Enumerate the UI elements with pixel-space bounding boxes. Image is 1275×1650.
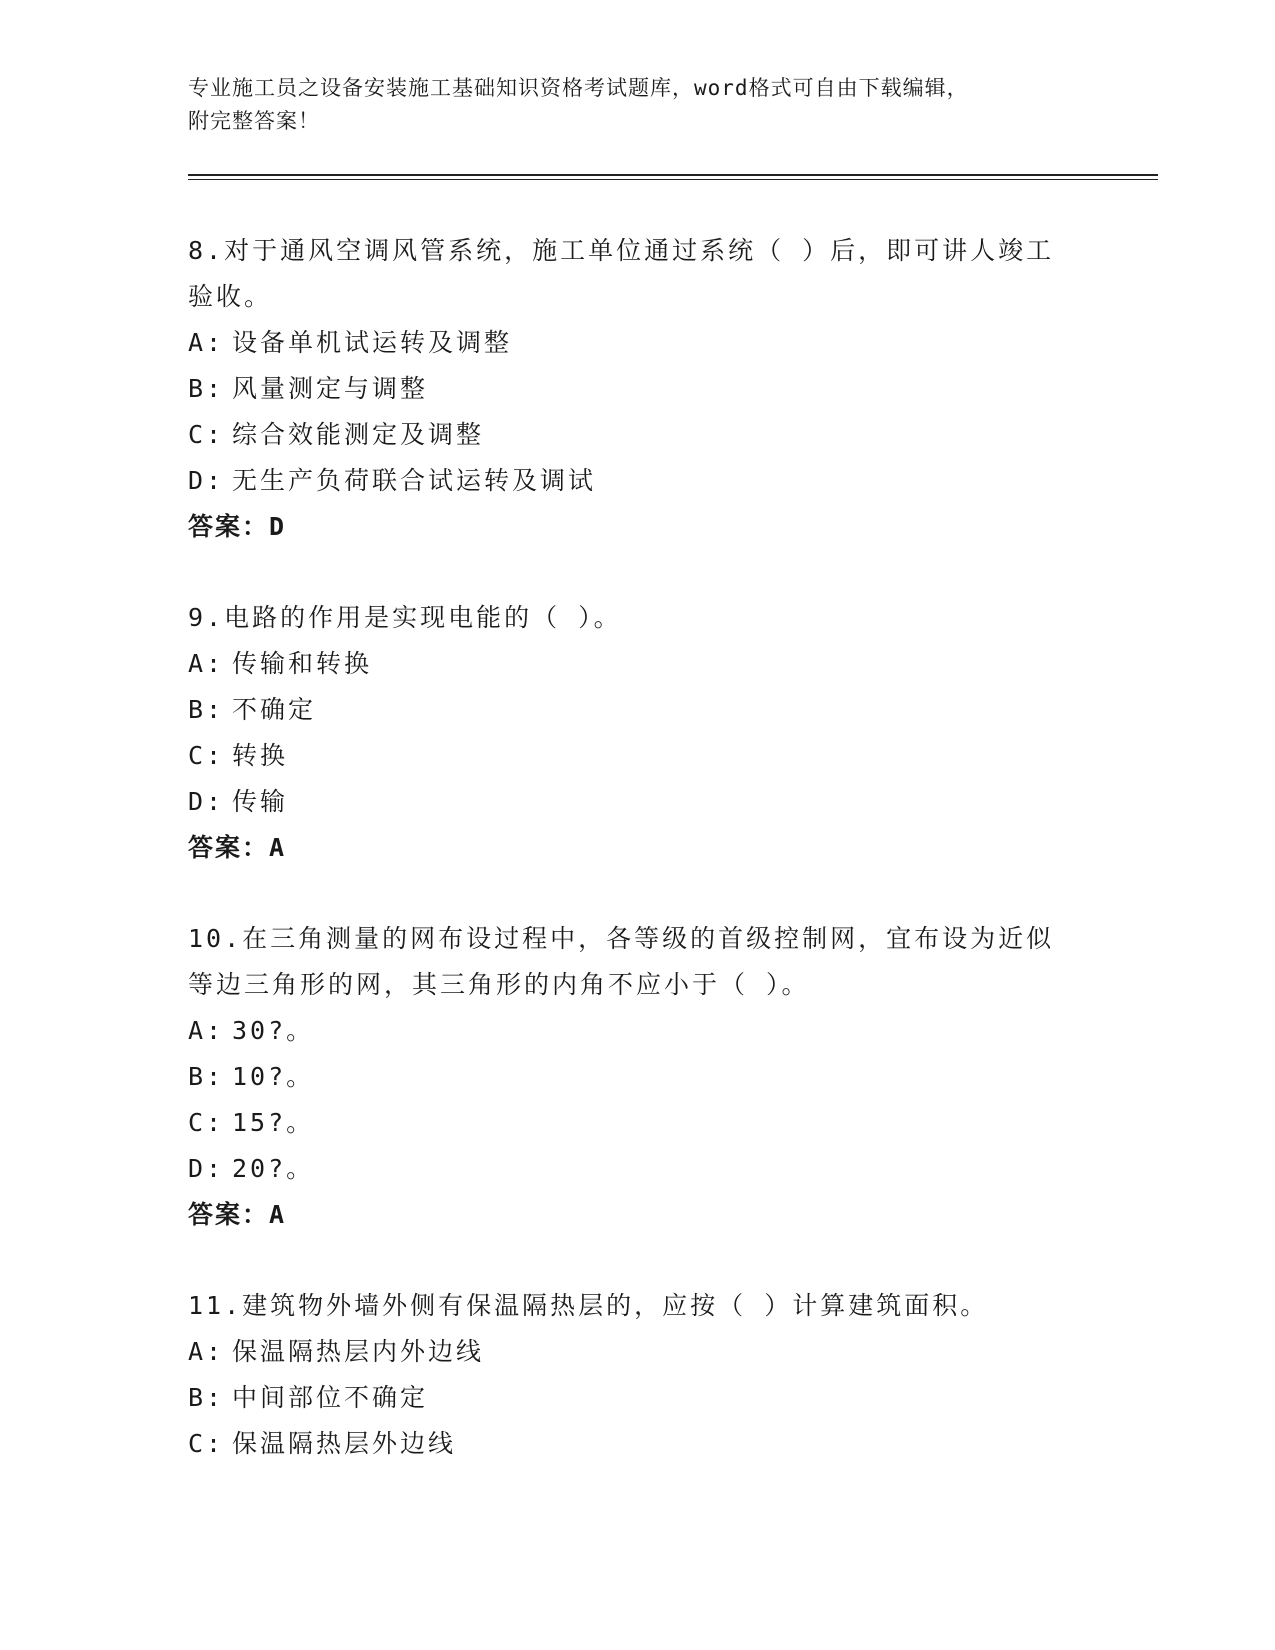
option-text: 传输	[232, 787, 289, 816]
option-text: 30?。	[232, 1016, 315, 1045]
option-b	[188, 1375, 1158, 1421]
answer-line: 答案：D	[188, 512, 287, 541]
question-10	[188, 916, 1158, 1238]
option-text: 20?。	[232, 1154, 315, 1183]
option-d	[188, 779, 1158, 825]
option-key: B:	[188, 1062, 225, 1091]
document-header-line1: 专业施工员之设备安装施工基础知识资格考试题库，word格式可自由下载编辑，	[188, 76, 969, 100]
option-b	[188, 687, 1158, 733]
option-d	[188, 458, 1158, 504]
option-text: 保温隔热层内外边线	[232, 1337, 485, 1366]
option-text: 设备单机试运转及调整	[232, 328, 513, 357]
option-b	[188, 1054, 1158, 1100]
option-text: 10?。	[232, 1062, 315, 1091]
option-key: A:	[188, 328, 225, 357]
question-stem-continued: 等边三角形的网，其三角形的内角不应小于（ ）。	[188, 970, 810, 999]
option-a	[188, 320, 1158, 366]
option-c	[188, 733, 1158, 779]
option-text: 无生产负荷联合试运转及调试	[232, 466, 597, 495]
option-key: C:	[188, 420, 225, 449]
question-stem: 10.在三角测量的网布设过程中，各等级的首级控制网，宜布设为近似	[188, 924, 1055, 953]
question-stem: 11.建筑物外墙外侧有保温隔热层的，应按（ ）计算建筑面积。	[188, 1291, 989, 1320]
option-key: B:	[188, 695, 225, 724]
option-key: C:	[188, 1108, 225, 1137]
option-a	[188, 1329, 1158, 1375]
option-key: A:	[188, 1337, 225, 1366]
option-c	[188, 1421, 1158, 1467]
document-header-line2: 附完整答案！	[188, 109, 320, 133]
option-a	[188, 641, 1158, 687]
question-8	[188, 228, 1158, 550]
answer-line: 答案：A	[188, 1200, 287, 1229]
option-key: D:	[188, 466, 225, 495]
option-key: D:	[188, 787, 225, 816]
option-key: D:	[188, 1154, 225, 1183]
option-key: C:	[188, 741, 225, 770]
document-page	[188, 72, 1158, 1512]
option-c	[188, 1100, 1158, 1146]
option-d	[188, 1146, 1158, 1192]
option-key: A:	[188, 649, 225, 678]
option-text: 风量测定与调整	[232, 374, 429, 403]
header-divider	[188, 174, 1158, 176]
option-text: 15?。	[232, 1108, 315, 1137]
option-text: 综合效能测定及调整	[232, 420, 485, 449]
answer-line: 答案：A	[188, 833, 287, 862]
question-stem-continued: 验收。	[188, 282, 273, 311]
option-text: 传输和转换	[232, 649, 373, 678]
question-stem: 8.对于通风空调风管系统，施工单位通过系统（ ）后，即可讲人竣工	[188, 236, 1055, 265]
option-key: C:	[188, 1429, 225, 1458]
option-a	[188, 1008, 1158, 1054]
option-text: 不确定	[232, 695, 317, 724]
option-key: B:	[188, 1383, 225, 1412]
option-text: 中间部位不确定	[232, 1383, 429, 1412]
question-stem: 9.电路的作用是实现电能的（ ）。	[188, 603, 622, 632]
question-11	[188, 1283, 1158, 1467]
option-key: A:	[188, 1016, 225, 1045]
option-text: 保温隔热层外边线	[232, 1429, 457, 1458]
option-text: 转换	[232, 741, 289, 770]
option-b	[188, 366, 1158, 412]
option-c	[188, 412, 1158, 458]
question-9	[188, 595, 1158, 871]
option-key: B:	[188, 374, 225, 403]
question-list	[188, 228, 1158, 1467]
